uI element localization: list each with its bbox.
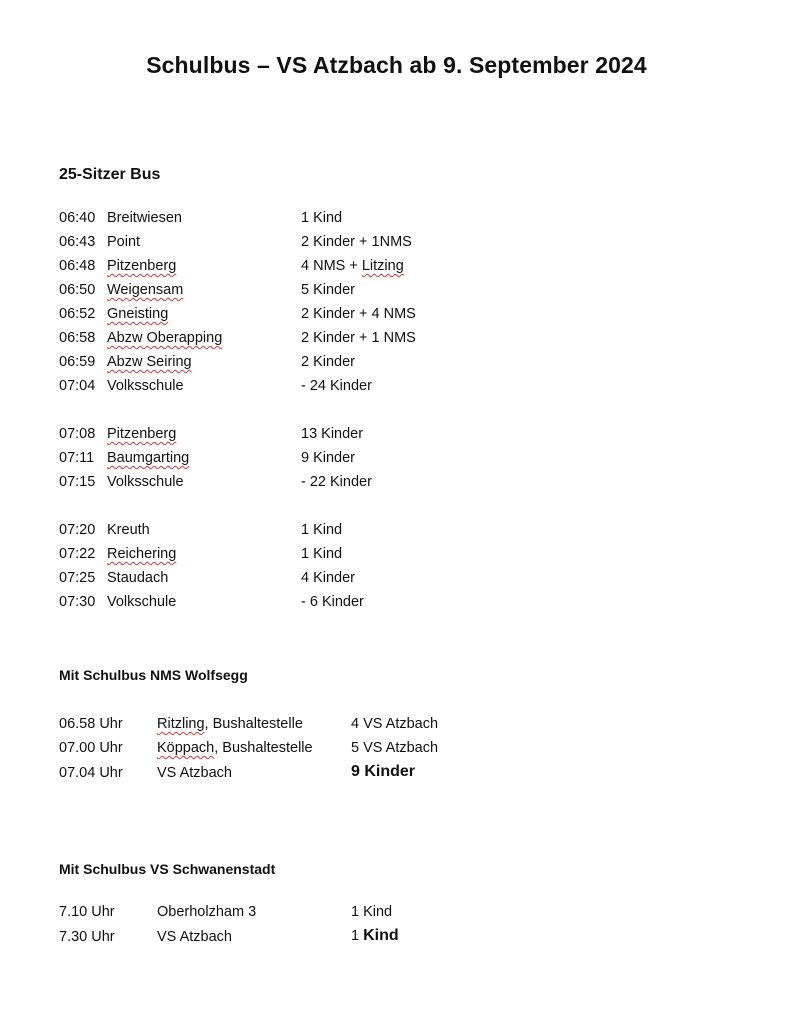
row-time: 7.30 Uhr xyxy=(59,929,115,945)
row-stop: Volkschule xyxy=(107,594,177,610)
row-count: 2 Kinder + 1NMS xyxy=(301,234,412,250)
section-heading-25-sitzer-bus: 25-Sitzer Bus xyxy=(59,166,161,183)
row-stop xyxy=(157,716,303,732)
row-stop xyxy=(157,740,313,756)
row-stop: Baumgarting xyxy=(107,450,190,466)
row-time: 07:04 xyxy=(59,378,96,394)
row-time: 7.10 Uhr xyxy=(59,904,115,920)
row-time: 06:58 xyxy=(59,330,96,346)
row-stop: Oberholzham 3 xyxy=(157,904,257,920)
schedule-row xyxy=(0,740,793,762)
schedule-row xyxy=(0,306,793,328)
row-time: 06:40 xyxy=(59,210,96,226)
schedule-row xyxy=(0,378,793,400)
schedule-row xyxy=(0,594,793,616)
row-count: 1 Kind xyxy=(301,522,343,538)
row-stop-part: , Bushaltestelle xyxy=(204,716,303,732)
row-time: 06:59 xyxy=(59,354,96,370)
row-stop: Point xyxy=(107,234,141,250)
row-stop: VS Atzbach xyxy=(157,765,232,781)
row-stop: Gneisting xyxy=(107,306,169,322)
row-count: 5 Kinder xyxy=(301,282,356,298)
row-count: 1 Kind xyxy=(301,210,343,226)
row-count: 1 Kind xyxy=(351,904,393,920)
row-count: 2 Kinder xyxy=(301,354,356,370)
row-stop: Abzw Oberapping xyxy=(107,330,223,346)
schedule-row xyxy=(0,354,793,376)
row-time: 07:30 xyxy=(59,594,96,610)
row-count xyxy=(301,258,404,274)
row-stop-part: Köppach xyxy=(157,740,215,756)
row-count-part: 4 NMS + xyxy=(301,258,362,274)
row-time: 06:43 xyxy=(59,234,96,250)
row-stop: Staudach xyxy=(107,570,169,586)
row-time: 07:22 xyxy=(59,546,96,562)
schedule-row xyxy=(0,330,793,352)
schedule-row xyxy=(0,282,793,304)
section-heading-vs-schwanenstadt: Mit Schulbus VS Schwanenstadt xyxy=(59,861,276,877)
row-count: 4 VS Atzbach xyxy=(351,716,439,732)
row-count-part: Litzing xyxy=(361,258,404,274)
row-stop: Reichering xyxy=(107,546,177,562)
schedule-row xyxy=(0,904,793,926)
row-count: 4 Kinder xyxy=(301,570,356,586)
row-stop: Kreuth xyxy=(107,522,150,538)
row-count xyxy=(351,927,399,945)
schedule-row xyxy=(0,426,793,448)
row-count: 9 Kinder xyxy=(301,450,356,466)
row-time: 07.04 Uhr xyxy=(59,765,123,781)
row-time: 07:11 xyxy=(59,450,95,466)
row-stop: Pitzenberg xyxy=(107,426,177,442)
row-time: 07:15 xyxy=(59,474,96,490)
row-count: 1 Kind xyxy=(301,546,343,562)
row-stop: VS Atzbach xyxy=(157,929,232,945)
row-stop-part: , Bushaltestelle xyxy=(214,740,313,756)
row-time: 07:08 xyxy=(59,426,96,442)
schedule-row xyxy=(0,522,793,544)
row-count: - 6 Kinder xyxy=(301,594,364,610)
row-count: 9 Kinder xyxy=(351,763,416,780)
row-stop: Weigensam xyxy=(107,282,184,298)
row-stop: Breitwiesen xyxy=(107,210,182,226)
row-time: 06:50 xyxy=(59,282,96,298)
row-count: 13 Kinder xyxy=(301,426,364,442)
schedule-row xyxy=(0,765,793,787)
schedule-row xyxy=(0,234,793,256)
row-time: 07.00 Uhr xyxy=(59,740,123,756)
row-count: 5 VS Atzbach xyxy=(351,740,439,756)
row-count: - 22 Kinder xyxy=(301,474,372,490)
row-count-part: Kind xyxy=(363,927,399,944)
row-time: 06:52 xyxy=(59,306,96,322)
schedule-row xyxy=(0,210,793,232)
row-count: - 24 Kinder xyxy=(301,378,372,394)
section-heading-nms-wolfsegg: Mit Schulbus NMS Wolfsegg xyxy=(59,667,248,683)
row-count: 2 Kinder + 4 NMS xyxy=(301,306,416,322)
row-stop: Abzw Seiring xyxy=(107,354,192,370)
schedule-row xyxy=(0,546,793,568)
row-time: 07:25 xyxy=(59,570,96,586)
row-count: 2 Kinder + 1 NMS xyxy=(301,330,416,346)
row-time: 07:20 xyxy=(59,522,96,538)
page-title: Schulbus – VS Atzbach ab 9. September 2024 xyxy=(146,52,647,78)
schedule-row xyxy=(0,570,793,592)
schedule-row xyxy=(0,258,793,280)
row-time: 06.58 Uhr xyxy=(59,716,123,732)
schedule-row xyxy=(0,929,793,951)
row-stop-part: Ritzling xyxy=(157,716,205,732)
row-stop: Volksschule xyxy=(107,378,184,394)
row-time: 06:48 xyxy=(59,258,96,274)
schedule-row xyxy=(0,474,793,496)
row-count-part: 1 xyxy=(351,928,364,944)
schedule-row xyxy=(0,716,793,738)
schedule-row xyxy=(0,450,793,472)
row-stop: Pitzenberg xyxy=(107,258,177,274)
row-stop: Volksschule xyxy=(107,474,184,490)
